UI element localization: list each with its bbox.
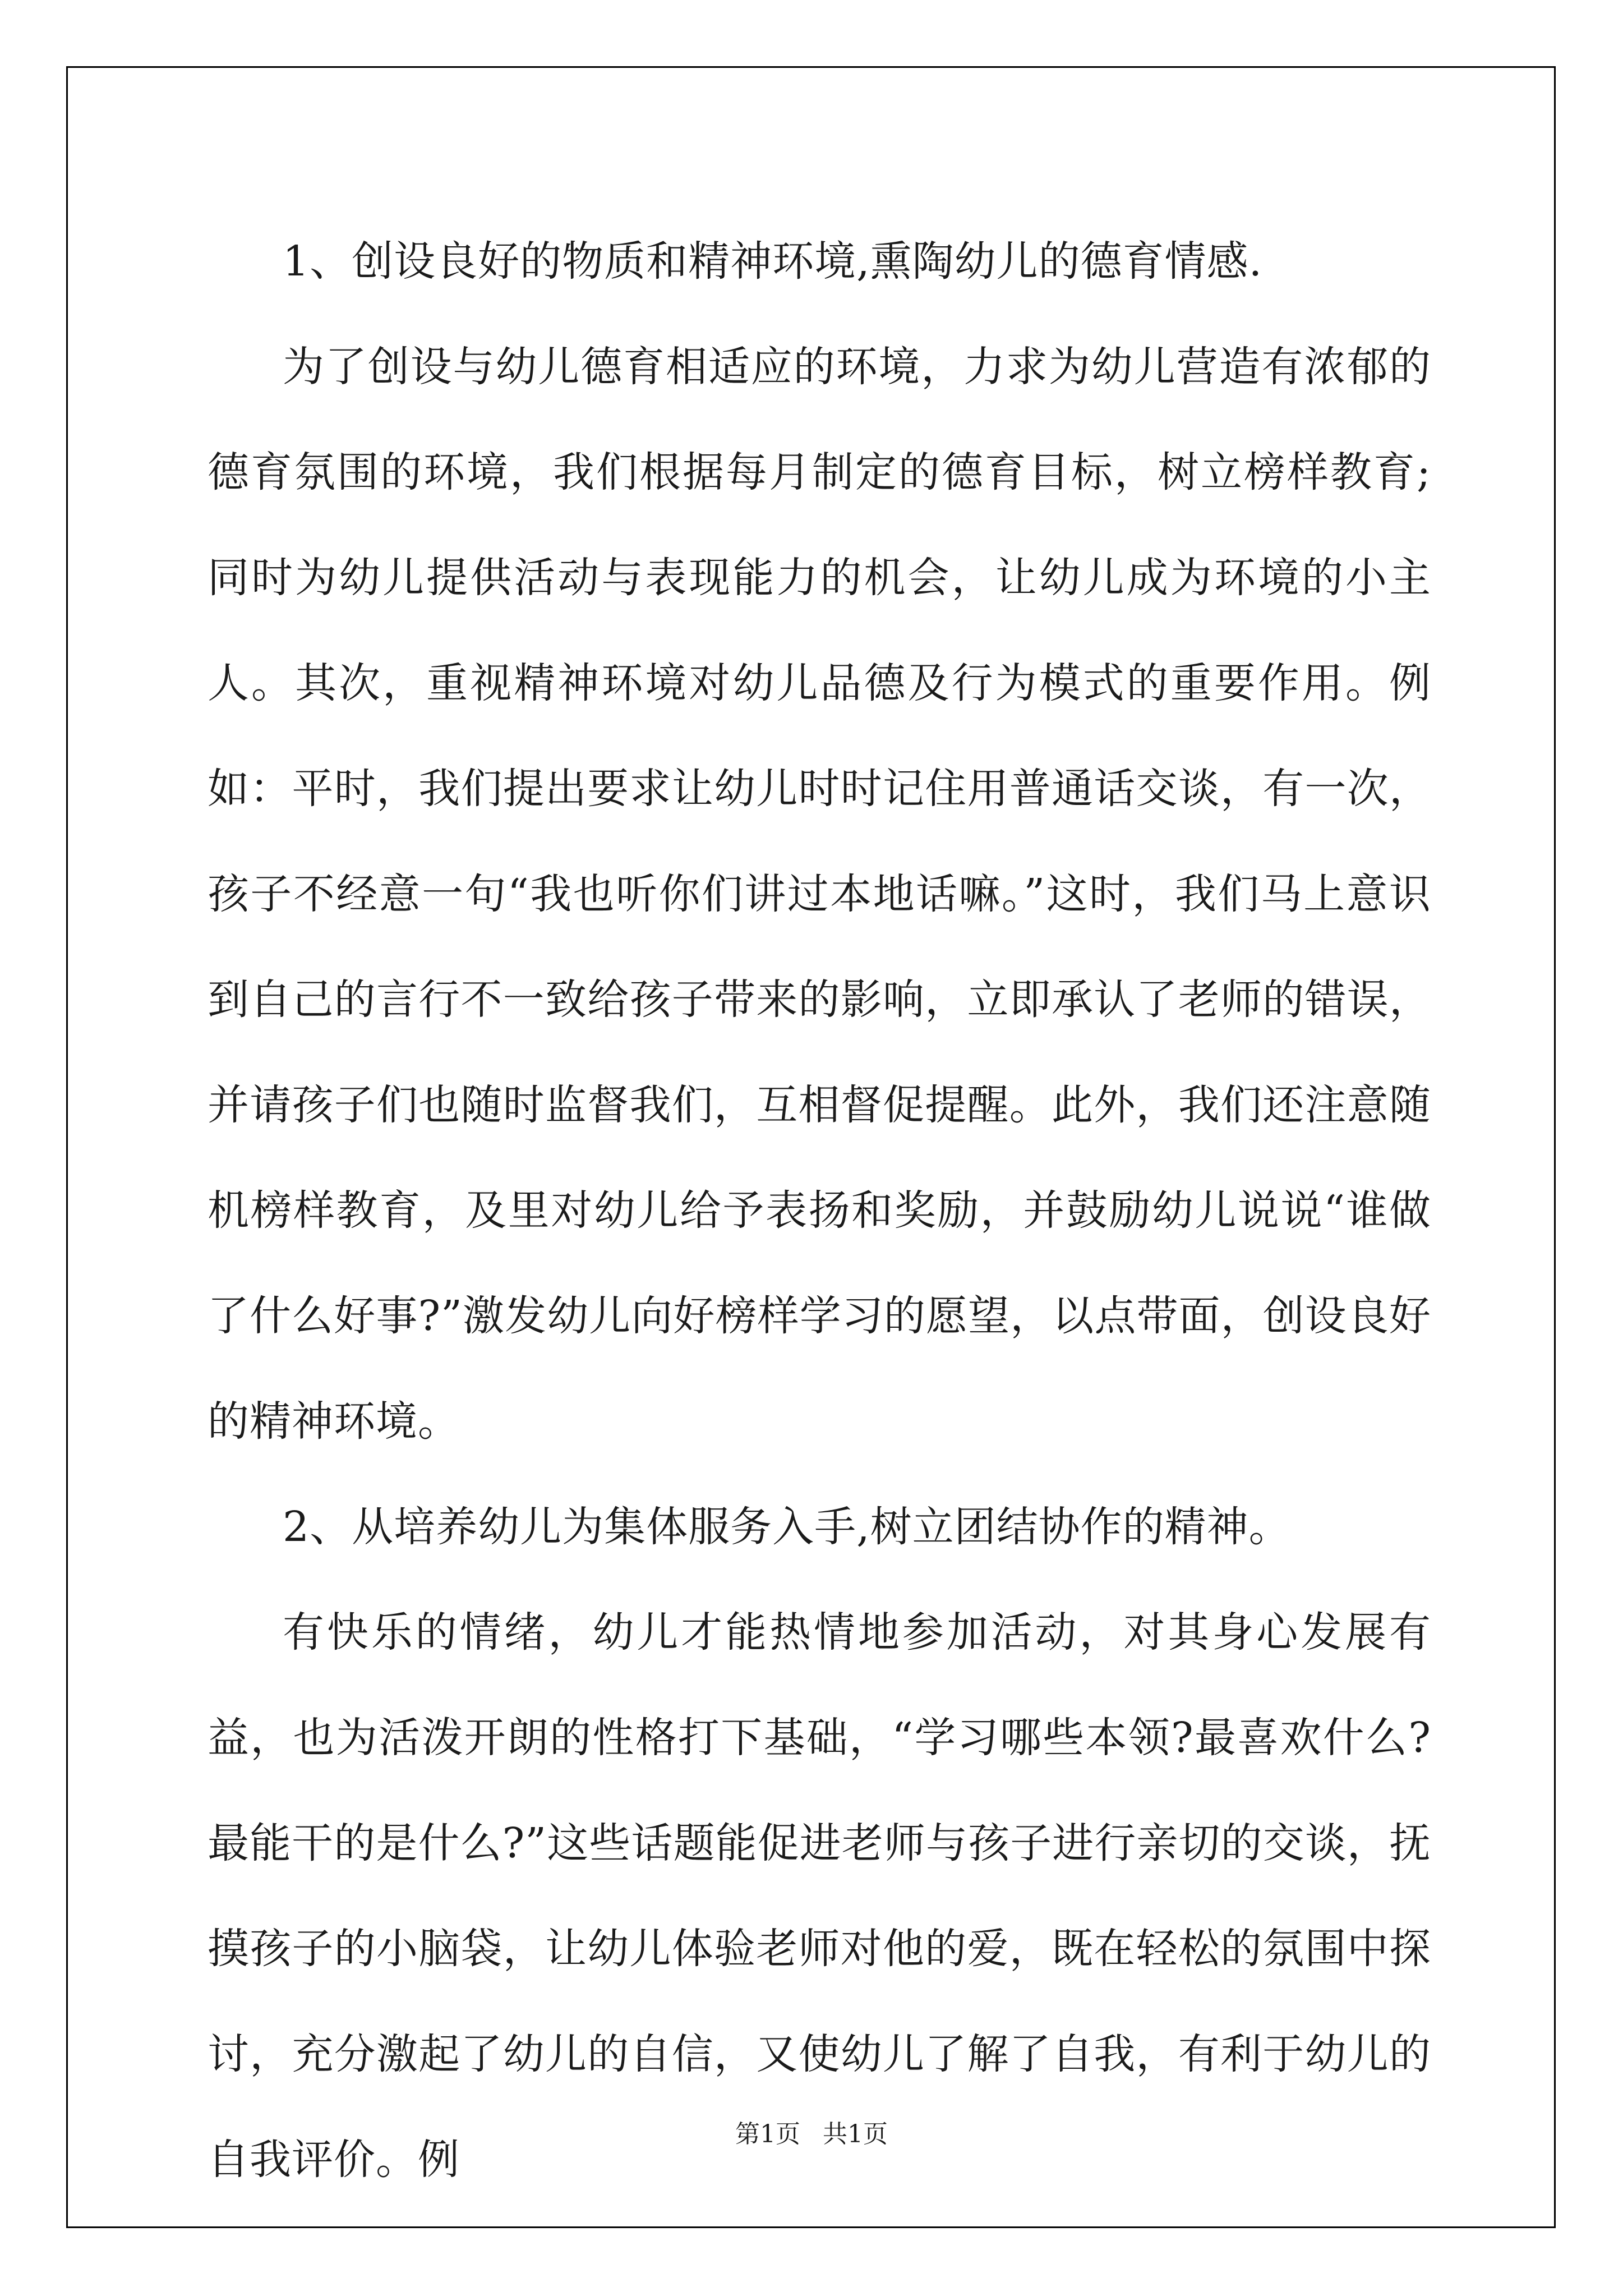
document-body: [208, 209, 1431, 2212]
page-total: 共1页: [823, 2120, 888, 2148]
paragraph-body-2: 有快乐的情绪，幼儿才能热情地参加活动，对其身心发展有益，也为活泼开朗的性格打下基础，“学习哪些本领?最喜欢什么?最能干的是什么?”这些话题能促进老师与孩子进行亲切的交谈，抚摸孩子的小脑袋，让幼儿体验老师对他的爱，既在轻松的氛围中探讨，充分激起了幼儿的自信，又使幼儿了解了自我，有利于幼儿的自我评价。例: [208, 1608, 1431, 2184]
page-number: 第1页: [735, 2120, 800, 2148]
page-footer: [0, 2114, 1623, 2150]
paragraph-body-1: 为了创设与幼儿德育相适应的环境，力求为幼儿营造有浓郁的德育氛围的环境，我们根据每月制定的德育目标，树立榜样教育;同时为幼儿提供活动与表现能力的机会，让幼儿成为环境的小主人。其次，重视精神环境对幼儿品德及行为模式的重要作用。例如：平时，我们提出要求让幼儿时时记住用普通话交谈，有一次，孩子不经意一句“我也听你们讲过本地话嘛。”这时，我们马上意识到自己的言行不一致给孩子带来的影响，立即承认了老师的错误，并请孩子们也随时监督我们，互相督促提醒。此外，我们还注意随机榜样教育，及里对幼儿给予表扬和奖励，并鼓励幼儿说说“谁做了什么好事?”激发幼儿向好榜样学习的愿望，以点带面，创设良好的精神环境。: [208, 343, 1431, 1446]
paragraph-heading-1: 1、创设良好的物质和精神环境,熏陶幼儿的德育情感.: [283, 237, 1263, 286]
paragraph-heading-2: 2、从培养幼儿为集体服务入手,树立团结协作的精神。: [283, 1503, 1291, 1551]
